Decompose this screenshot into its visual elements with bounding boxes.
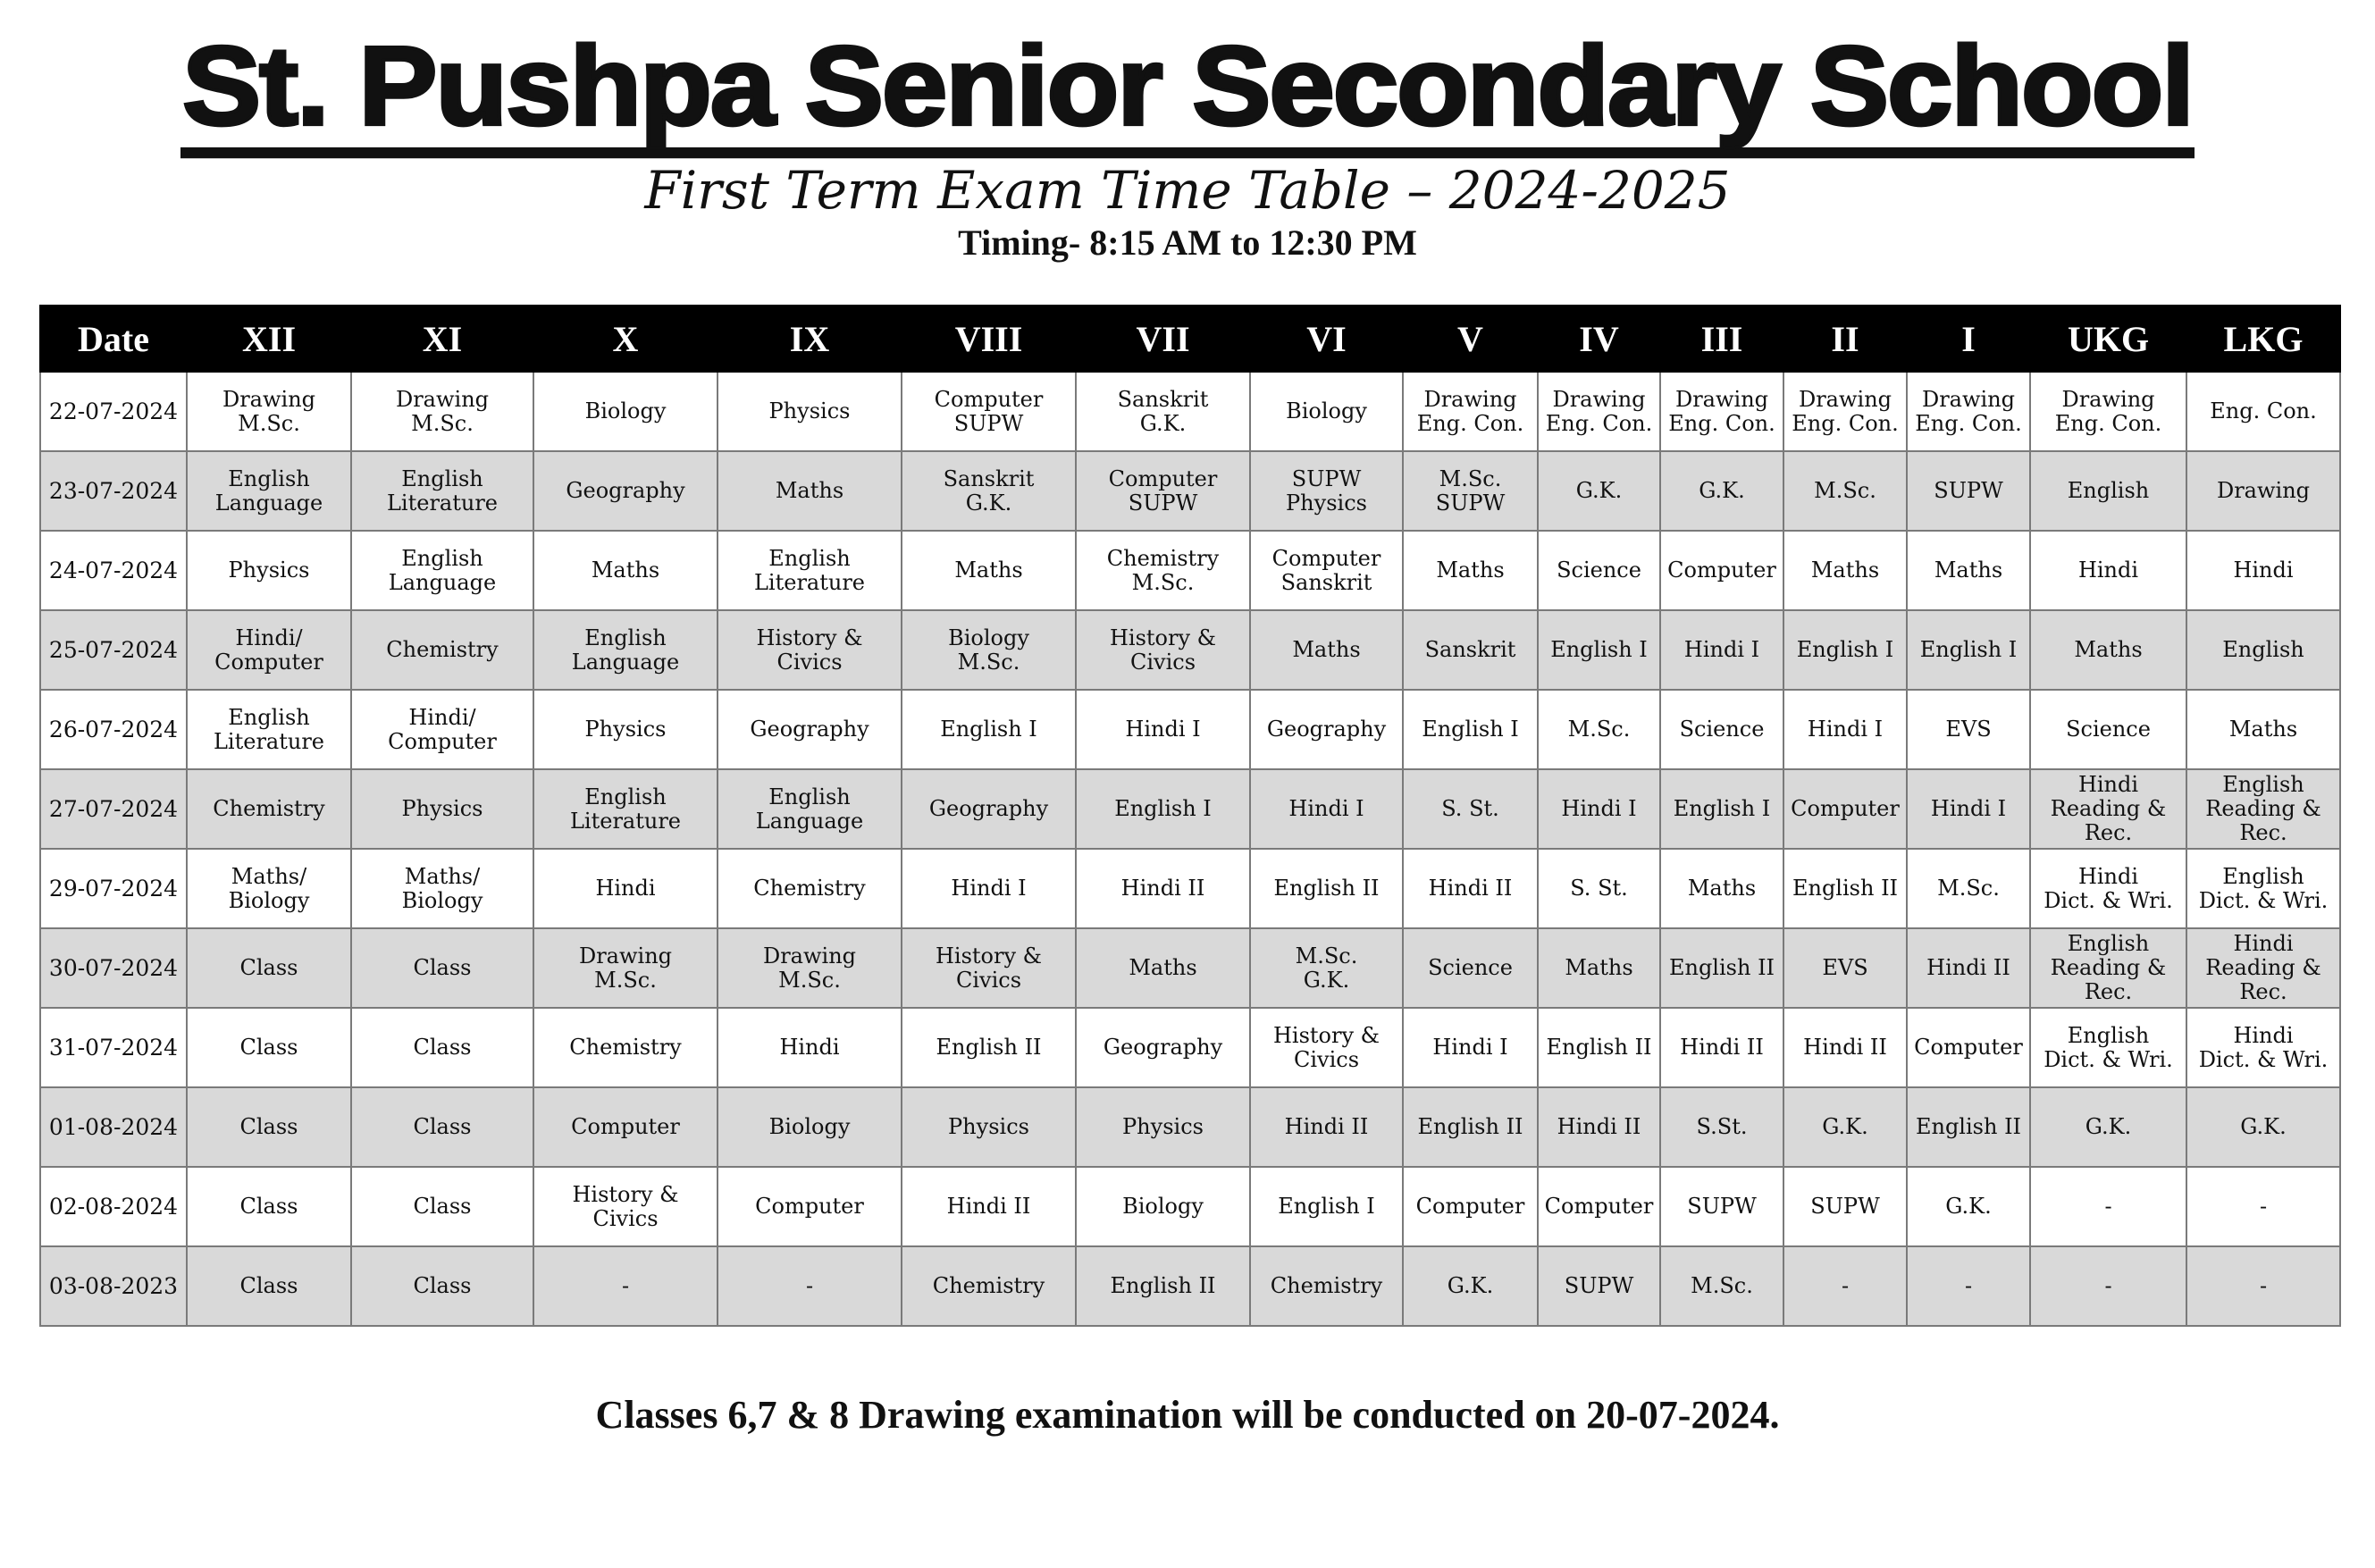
subject-cell: Maths/ Biology xyxy=(351,849,533,928)
subject-cell: Hindi xyxy=(718,1008,902,1087)
subject-cell: Hindi Reading & Rec. xyxy=(2186,928,2340,1008)
subject-cell: English Reading & Rec. xyxy=(2186,769,2340,849)
subject-cell: SUPW xyxy=(1783,1167,1907,1246)
subject-cell: S. St. xyxy=(1403,769,1538,849)
subject-cell: M.Sc. xyxy=(1907,849,2030,928)
subject-cell: English I xyxy=(1403,690,1538,769)
subject-cell: M.Sc. xyxy=(1783,451,1907,531)
table-row xyxy=(40,1167,2340,1246)
subject-cell: SUPW Physics xyxy=(1250,451,1403,531)
subject-cell: English I xyxy=(902,690,1076,769)
subject-cell: Drawing M.Sc. xyxy=(718,928,902,1008)
column-header: X xyxy=(533,306,718,372)
date-cell: 25-07-2024 xyxy=(40,610,187,690)
subject-cell: - xyxy=(533,1246,718,1326)
subject-cell: Geography xyxy=(1250,690,1403,769)
subject-cell: Class xyxy=(187,1008,351,1087)
date-cell: 29-07-2024 xyxy=(40,849,187,928)
subject-cell: Drawing Eng. Con. xyxy=(2030,372,2186,451)
subject-cell: Maths xyxy=(718,451,902,531)
subject-cell: Drawing Eng. Con. xyxy=(1538,372,1660,451)
subject-cell: Chemistry xyxy=(1250,1246,1403,1326)
subject-cell: English Language xyxy=(351,531,533,610)
school-name: St. Pushpa Senior Secondary School xyxy=(180,30,2195,158)
date-cell: 24-07-2024 xyxy=(40,531,187,610)
subject-cell: Chemistry xyxy=(902,1246,1076,1326)
subject-cell: S.St. xyxy=(1660,1087,1783,1167)
subject-cell: Class xyxy=(351,1087,533,1167)
subject-cell: Science xyxy=(1660,690,1783,769)
subject-cell: Maths xyxy=(1076,928,1250,1008)
subject-cell: Hindi II xyxy=(1783,1008,1907,1087)
subject-cell: Science xyxy=(1403,928,1538,1008)
subject-cell: English I xyxy=(1660,769,1783,849)
column-header: IV xyxy=(1538,306,1660,372)
subject-cell: English II xyxy=(1076,1246,1250,1326)
table-row xyxy=(40,1008,2340,1087)
subject-cell: EVS xyxy=(1783,928,1907,1008)
subject-cell: Drawing Eng. Con. xyxy=(1403,372,1538,451)
column-header: Date xyxy=(40,306,187,372)
subject-cell: G.K. xyxy=(2186,1087,2340,1167)
subject-cell: M.Sc. G.K. xyxy=(1250,928,1403,1008)
subject-cell: English I xyxy=(1076,769,1250,849)
subject-cell: English I xyxy=(1783,610,1907,690)
subject-cell: Eng. Con. xyxy=(2186,372,2340,451)
subject-cell: History & Civics xyxy=(1076,610,1250,690)
subject-cell: Drawing M.Sc. xyxy=(533,928,718,1008)
subject-cell: Hindi I xyxy=(1783,690,1907,769)
subject-cell: English II xyxy=(1538,1008,1660,1087)
subject-cell: Physics xyxy=(533,690,718,769)
subject-cell: English Literature xyxy=(187,690,351,769)
subject-cell: Computer xyxy=(718,1167,902,1246)
column-header: V xyxy=(1403,306,1538,372)
subject-cell: Maths xyxy=(2186,690,2340,769)
subject-cell: English Literature xyxy=(533,769,718,849)
subject-cell: Drawing M.Sc. xyxy=(351,372,533,451)
subject-cell: Class xyxy=(351,1167,533,1246)
subject-cell: Biology M.Sc. xyxy=(902,610,1076,690)
subject-cell: Chemistry xyxy=(533,1008,718,1087)
subject-cell: Hindi II xyxy=(902,1167,1076,1246)
table-row xyxy=(40,690,2340,769)
subject-cell: English I xyxy=(1250,1167,1403,1246)
subject-cell: Geography xyxy=(533,451,718,531)
table-row xyxy=(40,928,2340,1008)
subject-cell: Hindi II xyxy=(1538,1087,1660,1167)
subject-cell: English xyxy=(2186,610,2340,690)
column-header: II xyxy=(1783,306,1907,372)
subject-cell: Class xyxy=(187,928,351,1008)
subject-cell: M.Sc. SUPW xyxy=(1403,451,1538,531)
subject-cell: Hindi II xyxy=(1403,849,1538,928)
subject-cell: Computer xyxy=(1538,1167,1660,1246)
subject-cell: Class xyxy=(351,1008,533,1087)
subject-cell: Physics xyxy=(718,372,902,451)
subject-cell: English Language xyxy=(533,610,718,690)
date-cell: 01-08-2024 xyxy=(40,1087,187,1167)
subject-cell: - xyxy=(1783,1246,1907,1326)
column-header: XI xyxy=(351,306,533,372)
subject-cell: - xyxy=(718,1246,902,1326)
subject-cell: Drawing M.Sc. xyxy=(187,372,351,451)
subject-cell: Drawing Eng. Con. xyxy=(1660,372,1783,451)
subject-cell: English I xyxy=(1907,610,2030,690)
subject-cell: Hindi xyxy=(2030,531,2186,610)
column-header: LKG xyxy=(2186,306,2340,372)
table-row xyxy=(40,451,2340,531)
table-row xyxy=(40,531,2340,610)
subject-cell: Maths xyxy=(1660,849,1783,928)
table-row xyxy=(40,769,2340,849)
subject-cell: Class xyxy=(351,928,533,1008)
exam-subtitle: First Term Exam Time Table – 2024-2025 xyxy=(644,160,1731,221)
subject-cell: Class xyxy=(351,1246,533,1326)
subject-cell: English II xyxy=(1783,849,1907,928)
column-header: III xyxy=(1660,306,1783,372)
column-header: VI xyxy=(1250,306,1403,372)
subject-cell: Chemistry xyxy=(718,849,902,928)
subject-cell: English Language xyxy=(718,769,902,849)
subject-cell: Maths xyxy=(1403,531,1538,610)
subject-cell: Sanskrit xyxy=(1403,610,1538,690)
subject-cell: Sanskrit G.K. xyxy=(902,451,1076,531)
table-row xyxy=(40,610,2340,690)
subject-cell: G.K. xyxy=(1660,451,1783,531)
subject-cell: Hindi/ Computer xyxy=(351,690,533,769)
subject-cell: SUPW xyxy=(1907,451,2030,531)
subject-cell: - xyxy=(2030,1167,2186,1246)
table-row xyxy=(40,1246,2340,1326)
subject-cell: Drawing xyxy=(2186,451,2340,531)
subject-cell: Computer xyxy=(533,1087,718,1167)
subject-cell: History & Civics xyxy=(902,928,1076,1008)
subject-cell: Hindi Reading & Rec. xyxy=(2030,769,2186,849)
subject-cell: History & Civics xyxy=(1250,1008,1403,1087)
date-cell: 27-07-2024 xyxy=(40,769,187,849)
subject-cell: G.K. xyxy=(1538,451,1660,531)
subject-cell: Geography xyxy=(1076,1008,1250,1087)
subject-cell: Computer xyxy=(1783,769,1907,849)
subject-cell: Hindi I xyxy=(1907,769,2030,849)
table-header-row xyxy=(40,306,2340,372)
subject-cell: Hindi xyxy=(2186,531,2340,610)
subject-cell: English II xyxy=(1907,1087,2030,1167)
subject-cell: Biology xyxy=(1250,372,1403,451)
subject-cell: Biology xyxy=(1076,1167,1250,1246)
subject-cell: Drawing Eng. Con. xyxy=(1907,372,2030,451)
subject-cell: Maths xyxy=(2030,610,2186,690)
date-cell: 30-07-2024 xyxy=(40,928,187,1008)
subject-cell: - xyxy=(2186,1246,2340,1326)
subject-cell: Hindi I xyxy=(1076,690,1250,769)
date-cell: 02-08-2024 xyxy=(40,1167,187,1246)
exam-timetable xyxy=(39,305,2341,1327)
subject-cell: Geography xyxy=(902,769,1076,849)
subject-cell: M.Sc. xyxy=(1660,1246,1783,1326)
subject-cell: Hindi Dict. & Wri. xyxy=(2186,1008,2340,1087)
subject-cell: Maths xyxy=(533,531,718,610)
subject-cell: Chemistry xyxy=(187,769,351,849)
date-cell: 03-08-2023 xyxy=(40,1246,187,1326)
subject-cell: Drawing Eng. Con. xyxy=(1783,372,1907,451)
subject-cell: Hindi I xyxy=(1538,769,1660,849)
subject-cell: Computer xyxy=(1660,531,1783,610)
subject-cell: English Language xyxy=(187,451,351,531)
subject-cell: S. St. xyxy=(1538,849,1660,928)
subject-cell: G.K. xyxy=(1403,1246,1538,1326)
subject-cell: Hindi I xyxy=(902,849,1076,928)
subject-cell: English II xyxy=(902,1008,1076,1087)
subject-cell: English Dict. & Wri. xyxy=(2186,849,2340,928)
drawing-exam-note: Classes 6,7 & 8 Drawing examination will be conducted on 20-07-2024. xyxy=(595,1393,1780,1437)
subject-cell: Sanskrit G.K. xyxy=(1076,372,1250,451)
subject-cell: SUPW xyxy=(1538,1246,1660,1326)
school-title xyxy=(0,23,2375,162)
subject-cell: Hindi I xyxy=(1250,769,1403,849)
subject-cell: English I xyxy=(1538,610,1660,690)
subject-cell: Class xyxy=(187,1246,351,1326)
subject-cell: Maths xyxy=(1907,531,2030,610)
subject-cell: History & Civics xyxy=(533,1167,718,1246)
date-cell: 26-07-2024 xyxy=(40,690,187,769)
exam-timing: Timing- 8:15 AM to 12:30 PM xyxy=(958,222,1417,263)
subject-cell: Maths xyxy=(1783,531,1907,610)
subject-cell: Class xyxy=(187,1087,351,1167)
subject-cell: Biology xyxy=(533,372,718,451)
subject-cell: Hindi II xyxy=(1250,1087,1403,1167)
subject-cell: G.K. xyxy=(1907,1167,2030,1246)
subject-cell: English II xyxy=(1250,849,1403,928)
subject-cell: SUPW xyxy=(1660,1167,1783,1246)
subject-cell: English Literature xyxy=(718,531,902,610)
column-header: I xyxy=(1907,306,2030,372)
table-row xyxy=(40,372,2340,451)
subject-cell: Hindi I xyxy=(1403,1008,1538,1087)
subject-cell: - xyxy=(1907,1246,2030,1326)
column-header: VII xyxy=(1076,306,1250,372)
column-header: VIII xyxy=(902,306,1076,372)
subject-cell: History & Civics xyxy=(718,610,902,690)
subject-cell: Computer SUPW xyxy=(1076,451,1250,531)
date-cell: 23-07-2024 xyxy=(40,451,187,531)
subject-cell: Physics xyxy=(187,531,351,610)
subject-cell: English xyxy=(2030,451,2186,531)
subject-cell: English II xyxy=(1403,1087,1538,1167)
table-body xyxy=(40,372,2340,1326)
subject-cell: Chemistry xyxy=(351,610,533,690)
subject-cell: English Literature xyxy=(351,451,533,531)
subject-cell: M.Sc. xyxy=(1538,690,1660,769)
subject-cell: English Dict. & Wri. xyxy=(2030,1008,2186,1087)
subject-cell: Science xyxy=(2030,690,2186,769)
column-header: IX xyxy=(718,306,902,372)
subject-cell: Science xyxy=(1538,531,1660,610)
subject-cell: English II xyxy=(1660,928,1783,1008)
column-header: UKG xyxy=(2030,306,2186,372)
subject-cell: Maths xyxy=(902,531,1076,610)
subject-cell: Computer Sanskrit xyxy=(1250,531,1403,610)
subject-cell: - xyxy=(2030,1246,2186,1326)
subject-cell: Maths xyxy=(1538,928,1660,1008)
subject-cell: - xyxy=(2186,1167,2340,1246)
subject-cell: EVS xyxy=(1907,690,2030,769)
subject-cell: G.K. xyxy=(1783,1087,1907,1167)
subject-cell: Hindi II xyxy=(1660,1008,1783,1087)
subject-cell: Maths xyxy=(1250,610,1403,690)
subject-cell: Class xyxy=(187,1167,351,1246)
date-cell: 31-07-2024 xyxy=(40,1008,187,1087)
subject-cell: Chemistry M.Sc. xyxy=(1076,531,1250,610)
subject-cell: Biology xyxy=(718,1087,902,1167)
subject-cell: Hindi xyxy=(533,849,718,928)
subject-cell: Computer xyxy=(1907,1008,2030,1087)
subject-cell: Computer SUPW xyxy=(902,372,1076,451)
subject-cell: English Reading & Rec. xyxy=(2030,928,2186,1008)
subject-cell: G.K. xyxy=(2030,1087,2186,1167)
subject-cell: Hindi I xyxy=(1660,610,1783,690)
subject-cell: Hindi II xyxy=(1076,849,1250,928)
subject-cell: Physics xyxy=(902,1087,1076,1167)
subject-cell: Hindi II xyxy=(1907,928,2030,1008)
subject-cell: Physics xyxy=(351,769,533,849)
subject-cell: Maths/ Biology xyxy=(187,849,351,928)
subject-cell: Hindi/ Computer xyxy=(187,610,351,690)
table-row xyxy=(40,849,2340,928)
subject-cell: Hindi Dict. & Wri. xyxy=(2030,849,2186,928)
date-cell: 22-07-2024 xyxy=(40,372,187,451)
column-header: XII xyxy=(187,306,351,372)
table-row xyxy=(40,1087,2340,1167)
subject-cell: Geography xyxy=(718,690,902,769)
subject-cell: Computer xyxy=(1403,1167,1538,1246)
subject-cell: Physics xyxy=(1076,1087,1250,1167)
